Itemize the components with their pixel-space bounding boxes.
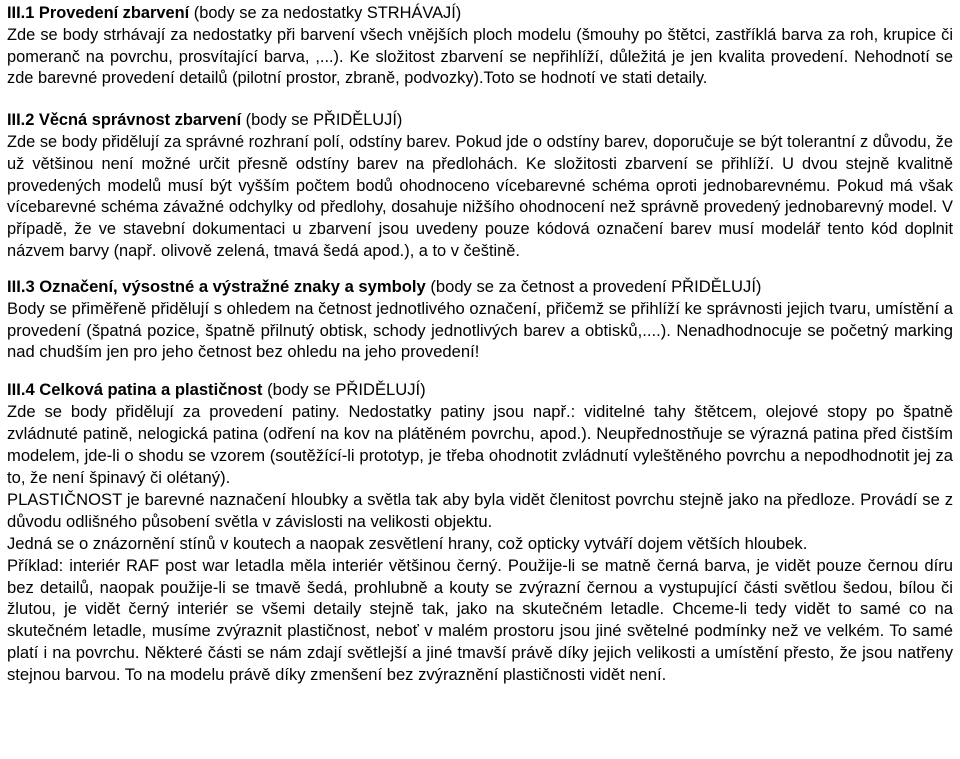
- section-heading: [7, 276, 953, 298]
- paragraph: Zde se body přidělují za provedení patiny. Nedostatky patiny jsou např.: viditelné tahy štětcem, olejové stopy po špatně zvládnuté patině, nelogická patina (odření na kov na plátěném povrchu, apod.). Neupřednostňuje se výrazná patina před čistším modelem, jde-li o shodu se vzorem (soutěžící-li prototyp, je třeba ohodnotit zvládnutí vyleštěného povrchu a nepodhodnotit jej za to, že není špinavý či olétaný).: [7, 402, 953, 488]
- paragraph: PLASTIČNOST je barevné naznačení hloubky a světla tak aby byla vidět členitost povrchu stejně jako na předloze. Provádí se z důvodu odlišného působení světla v závislosti na velikosti objektu.: [7, 489, 953, 531]
- section-heading: [7, 379, 953, 401]
- paragraph: Jedná se o znázornění stínů v koutech a naopak zesvětlení hrany, což opticky vytváří dojem větších hloubek.: [7, 533, 808, 553]
- section-heading: [7, 3, 953, 25]
- section-iii-1: [7, 3, 953, 90]
- section-iii-2: [7, 110, 953, 263]
- section-heading-note: (body se za četnost a provedení PŘIDĚLUJÍ): [425, 276, 762, 296]
- section-heading-note: (body se PŘIDĚLUJÍ): [241, 111, 403, 130]
- paragraph: Zde se body strhávají za nedostatky při barvení všech vnějších ploch modelu (šmouhy po štětci, zastříklá barva za roh, krupice či pomeranč na povrchu, prosvítající barva, ,...). Ke složitost zbarvení se nepřihlíží, důležitá je jen kvalita provedení. Nehodnotí se zde barevné provedení detailů (pilotní prostor, zbraně, podvozky).Toto se hodnotí ve stati detaily.: [7, 25, 953, 88]
- section-iii-4: [7, 379, 953, 686]
- paragraph: Příklad: interiér RAF post war letadla měla interiér většinou černý. Použije-li se matně černá barva, je vidět pouze černou díru bez detailů, naopak použije-li se tmavě šedá, prohlubně a kouty se zvýrazní černou a vystupující části světlou šedou, bílou či žlutou, je vidět černý interiér se všemi detaily stejně tak, jako na skutečném letadle. Chceme-li tedy vidět to samé co na skutečném letadle, musíme zvýraznit plastičnost, neboť v malém prostoru jsou jiné světelné podmínky než ve velkém. To samé platí i na povrchu. Některé části se nám zdají světlejší a jiné tmavší právě díky jejich velikosti a umístění přesto, že jsou natřeny stejnou barvou. To na modelu právě díky zmenšení bez zvýraznění plastičnosti vidět není.: [7, 555, 953, 685]
- section-heading: [7, 110, 953, 132]
- section-heading-title: III.1 Provedení zbarvení: [7, 4, 190, 22]
- section-heading-title: III.4 Celková patina a plastičnost: [7, 380, 263, 400]
- section-heading-title: III.2 Věcná správnost zbarvení: [7, 111, 242, 130]
- section-iii-3: [7, 276, 953, 364]
- paragraph: Zde se body přidělují za správné rozhraní polí, odstíny barev. Pokud jde o odstíny barev, doporučuje se být tolerantní z důvodu, že už většinou není možné určit přesně odstíny barev na předlohách. Ke složitosti zbarvení se přihlíží. U dvou stejně kvalitně provedených modelů musí být vyšším počtem bodů ohodnoceno vícebarevné schéma oproti jednobarevnému. Pokud má však vícebarevné schéma závažné odchylky od předlohy, dosahuje nižšího ohodnocení než správně provedený jednobarevný model. V případě, že ve stavební dokumentaci u zbarvení jsou uvedeny pouze kódová označení barev musí modelář tento kód doplnit názvem barvy (např. olivově zelená, tmavá šedá apod.), a to v češtině.: [7, 132, 953, 260]
- section-heading-note: (body se PŘIDĚLUJÍ): [262, 380, 426, 400]
- section-heading-note: (body se za nedostatky STRHÁVAJÍ): [189, 4, 462, 22]
- section-heading-title: III.3 Označení, výsostné a výstražné znaky a symboly: [7, 276, 426, 296]
- paragraph: Body se přiměřeně přidělují s ohledem na četnost jednotlivého označení, přičemž se přihlíží ke správnosti jejich tvaru, umístění a provedení (špatná pozice, špatně přilnutý obtisk, schody jednotlivých barev a obtisků,....). Nenadhodnocuje se početný marking nad chudším jen pro jeho četnost bez ohledu na jeho provedení!: [7, 298, 953, 362]
